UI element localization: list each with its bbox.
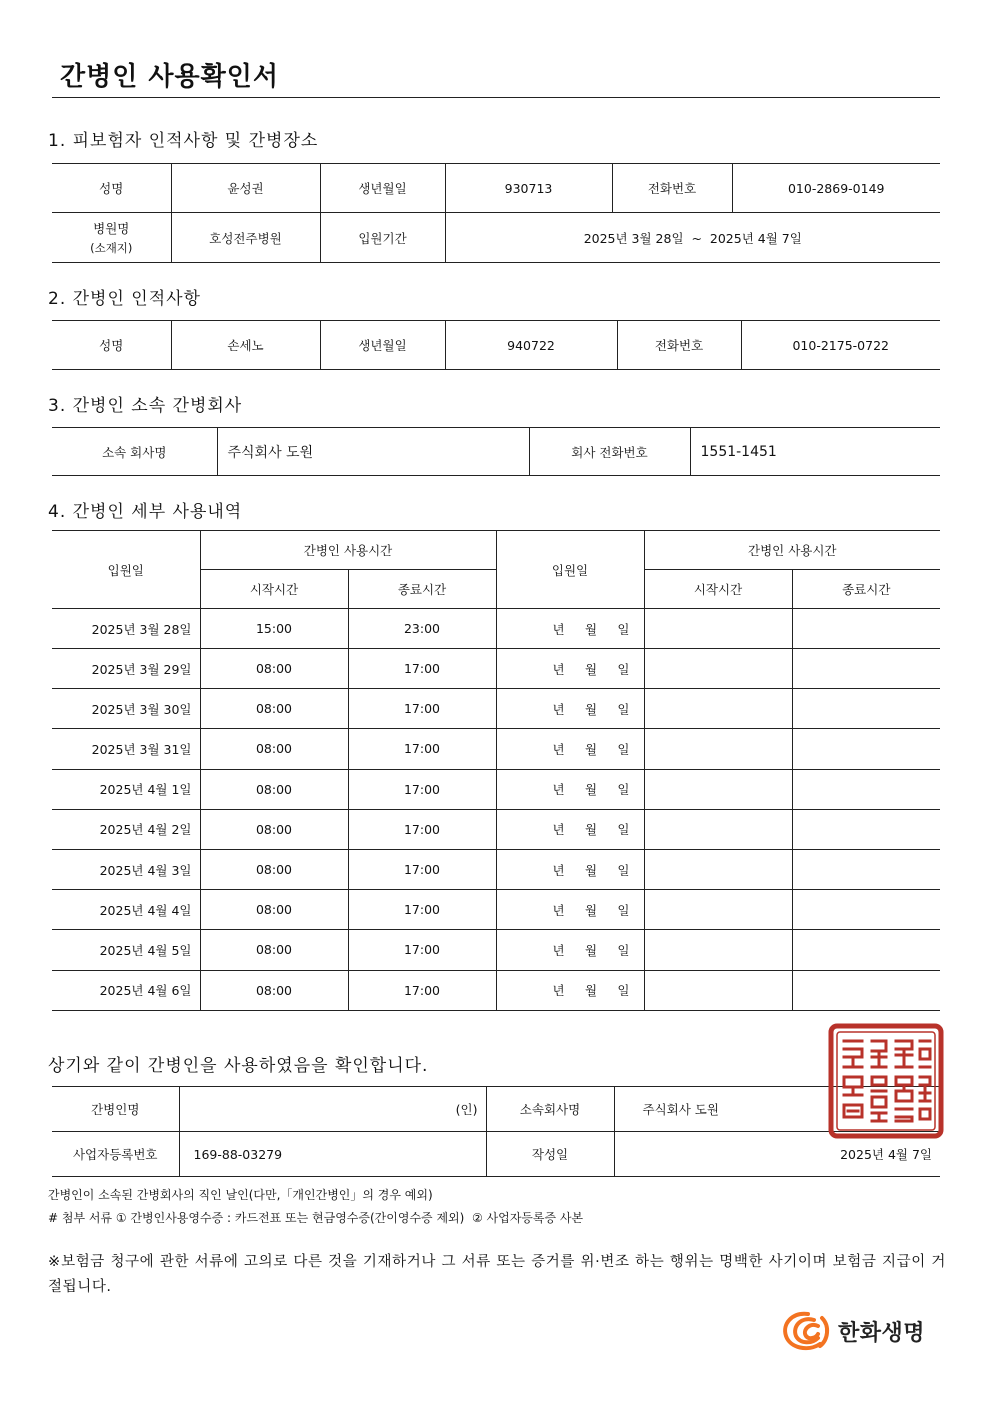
section-4-heading: 4. 간병인 세부 사용내역 (48, 502, 243, 522)
usage-start-time: 08:00 (200, 849, 348, 889)
usage-start-blank (644, 930, 792, 970)
company-phone-label: 회사 전화번호 (529, 428, 690, 476)
usage-date-blank (496, 930, 644, 970)
confirmation-statement: 상기와 같이 간병인을 사용하였음을 확인합니다. (48, 1056, 429, 1076)
usage-date-blank (496, 729, 644, 769)
usage-start-blank (644, 809, 792, 849)
usage-end-blank (792, 890, 940, 930)
section-3-heading: 3. 간병인 소속 간병회사 (48, 396, 243, 416)
blank-year-label: 년 (552, 983, 565, 999)
fraud-warning: ※보험금 청구에 관한 서류에 고의로 다른 것을 기재하거나 그 서류 또는 증거를 위·변조 하는 행위는 명백한 사기이며 보험금 지급이 거절됩니다. (48, 1254, 946, 1295)
blank-year-label: 년 (552, 621, 565, 637)
usage-row (52, 849, 940, 889)
usage-start-blank (644, 689, 792, 729)
usage-end-time: 17:00 (348, 649, 496, 689)
blank-month-label: 월 (584, 661, 598, 677)
usage-start-time: 08:00 (200, 890, 348, 930)
blank-month-label: 월 (584, 621, 598, 637)
usage-start-time: 08:00 (200, 970, 348, 1010)
usage-time-header-left: 간병인 사용시간 (200, 531, 496, 570)
usage-end-time: 17:00 (348, 890, 496, 930)
usage-end-blank (792, 689, 940, 729)
caregiver-phone-label: 전화번호 (617, 321, 741, 370)
usage-date: 2025년 4월 4일 (52, 890, 200, 930)
usage-end-time: 17:00 (348, 729, 496, 769)
usage-date: 2025년 4월 6일 (52, 970, 200, 1010)
company-phone: 1551-1451 (690, 428, 940, 476)
caregiver-sign-label: 간병인명 (52, 1087, 179, 1132)
usage-date-blank (496, 970, 644, 1010)
usage-table (52, 530, 940, 1011)
usage-start-blank (644, 849, 792, 889)
usage-row (52, 769, 940, 809)
insured-table (52, 163, 940, 263)
usage-end-time: 17:00 (348, 970, 496, 1010)
blank-day-label: 일 (617, 862, 630, 878)
usage-start-time: 15:00 (200, 609, 348, 649)
usage-date-blank (496, 849, 644, 889)
hospital-label-sub: (소재지) (90, 241, 133, 255)
company-table (52, 427, 940, 476)
usage-start-blank (644, 729, 792, 769)
usage-date-blank (496, 689, 644, 729)
blank-day-label: 일 (617, 661, 630, 677)
usage-row (52, 890, 940, 930)
caregiver-phone: 010-2175-0722 (741, 321, 940, 370)
usage-start-blank (644, 649, 792, 689)
bizno-value: 169-88-03279 (179, 1132, 486, 1177)
usage-start-blank (644, 609, 792, 649)
blank-year-label: 년 (552, 902, 565, 918)
usage-end-blank (792, 849, 940, 889)
usage-date: 2025년 4월 3일 (52, 849, 200, 889)
blank-year-label: 년 (552, 862, 565, 878)
hospital-label-cell (52, 213, 171, 263)
blank-year-label: 년 (552, 661, 565, 677)
usage-end-blank (792, 649, 940, 689)
usage-start-header-left: 시작시간 (200, 570, 348, 609)
blank-year-label: 년 (552, 741, 565, 757)
blank-year-label: 년 (552, 701, 565, 717)
usage-end-blank (792, 930, 940, 970)
usage-date: 2025년 4월 5일 (52, 930, 200, 970)
blank-year-label: 년 (552, 942, 565, 958)
insured-name-label: 성명 (52, 164, 171, 213)
usage-date: 2025년 4월 2일 (52, 809, 200, 849)
blank-day-label: 일 (617, 942, 630, 958)
usage-end-time: 17:00 (348, 809, 496, 849)
usage-row (52, 729, 940, 769)
hospital-label: 병원명 (93, 221, 130, 236)
usage-start-blank (644, 970, 792, 1010)
usage-end-time: 17:00 (348, 930, 496, 970)
title-divider (52, 97, 940, 98)
caregiver-seal-mark: (인) (179, 1087, 486, 1132)
usage-time-header-right: 간병인 사용시간 (644, 531, 940, 570)
usage-end-time: 23:00 (348, 609, 496, 649)
usage-start-time: 08:00 (200, 729, 348, 769)
usage-end-blank (792, 970, 940, 1010)
usage-start-time: 08:00 (200, 809, 348, 849)
section-2-heading: 2. 간병인 인적사항 (48, 289, 201, 309)
confirmation-table (52, 1086, 940, 1177)
usage-row (52, 809, 940, 849)
usage-end-header-left: 종료시간 (348, 570, 496, 609)
blank-day-label: 일 (617, 782, 630, 798)
usage-end-blank (792, 769, 940, 809)
usage-end-header-right: 종료시간 (792, 570, 940, 609)
section-1-heading: 1. 피보험자 인적사항 및 간병장소 (48, 131, 319, 151)
admission-period: 2025년 3월 28일 ~ 2025년 4월 7일 (445, 213, 940, 263)
insured-name: 윤성권 (171, 164, 320, 213)
usage-end-time: 17:00 (348, 849, 496, 889)
usage-date: 2025년 3월 28일 (52, 609, 200, 649)
usage-row (52, 689, 940, 729)
blank-month-label: 월 (584, 942, 598, 958)
usage-date-blank (496, 649, 644, 689)
brand-name: 한화생명 (838, 1320, 926, 1346)
company-name-label: 소속 회사명 (52, 428, 217, 476)
usage-date: 2025년 4월 1일 (52, 769, 200, 809)
usage-date-blank (496, 769, 644, 809)
caregiver-table (52, 320, 940, 370)
usage-end-blank (792, 729, 940, 769)
period-label: 입원기간 (320, 213, 445, 263)
insured-birth-label: 생년월일 (320, 164, 445, 213)
usage-date-blank (496, 890, 644, 930)
blank-month-label: 월 (584, 902, 598, 918)
company-name: 주식회사 도원 (217, 428, 529, 476)
insured-birth: 930713 (445, 164, 612, 213)
usage-end-time: 17:00 (348, 769, 496, 809)
usage-end-blank (792, 609, 940, 649)
usage-start-time: 08:00 (200, 769, 348, 809)
seal-note: 간병인이 소속된 간병회사의 직인 날인(다만,「개인간병인」의 경우 예외) (48, 1188, 433, 1202)
written-date-label: 작성일 (486, 1132, 614, 1177)
blank-month-label: 월 (584, 701, 598, 717)
blank-month-label: 월 (584, 822, 598, 838)
hospital-name: 호성전주병원 (171, 213, 320, 263)
usage-date-header-right: 입원일 (496, 531, 644, 609)
usage-date: 2025년 3월 31일 (52, 729, 200, 769)
blank-day-label: 일 (617, 902, 630, 918)
usage-start-time: 08:00 (200, 930, 348, 970)
caregiver-birth-label: 생년월일 (320, 321, 445, 370)
company-seal-icon (828, 1023, 944, 1139)
usage-date: 2025년 3월 30일 (52, 689, 200, 729)
hanwha-logo-icon (778, 1308, 834, 1354)
blank-day-label: 일 (617, 822, 630, 838)
usage-start-time: 08:00 (200, 689, 348, 729)
usage-row (52, 970, 940, 1010)
attachment-note: # 첨부 서류 ① 간병인사용영수증 : 카드전표 또는 현금영수증(간이영수증 제외) ② 사업자등록증 사본 (48, 1211, 584, 1225)
usage-start-header-right: 시작시간 (644, 570, 792, 609)
usage-date-blank (496, 609, 644, 649)
usage-row (52, 609, 940, 649)
usage-row (52, 649, 940, 689)
usage-end-blank (792, 809, 940, 849)
usage-end-time: 17:00 (348, 689, 496, 729)
usage-date-blank (496, 809, 644, 849)
usage-start-time: 08:00 (200, 649, 348, 689)
usage-date: 2025년 3월 29일 (52, 649, 200, 689)
usage-date-header-left: 입원일 (52, 531, 200, 609)
page-title: 간병인 사용확인서 (60, 62, 279, 92)
company-sign-name: 주식회사 도원 (614, 1087, 940, 1132)
blank-month-label: 월 (584, 782, 598, 798)
blank-day-label: 일 (617, 983, 630, 999)
blank-year-label: 년 (552, 782, 565, 798)
blank-year-label: 년 (552, 822, 565, 838)
bizno-label: 사업자등록번호 (52, 1132, 179, 1177)
usage-start-blank (644, 890, 792, 930)
blank-month-label: 월 (584, 862, 598, 878)
written-date: 2025년 4월 7일 (614, 1132, 940, 1177)
insured-phone-label: 전화번호 (612, 164, 732, 213)
insured-phone: 010-2869-0149 (732, 164, 940, 213)
caregiver-name: 손세노 (171, 321, 320, 370)
caregiver-name-label: 성명 (52, 321, 171, 370)
blank-day-label: 일 (617, 621, 630, 637)
caregiver-birth: 940722 (445, 321, 617, 370)
usage-start-blank (644, 769, 792, 809)
usage-row (52, 930, 940, 970)
blank-day-label: 일 (617, 701, 630, 717)
brand-logo (778, 1308, 925, 1354)
blank-month-label: 월 (584, 983, 598, 999)
blank-month-label: 월 (584, 741, 598, 757)
company-sign-label: 소속회사명 (486, 1087, 614, 1132)
blank-day-label: 일 (617, 741, 630, 757)
